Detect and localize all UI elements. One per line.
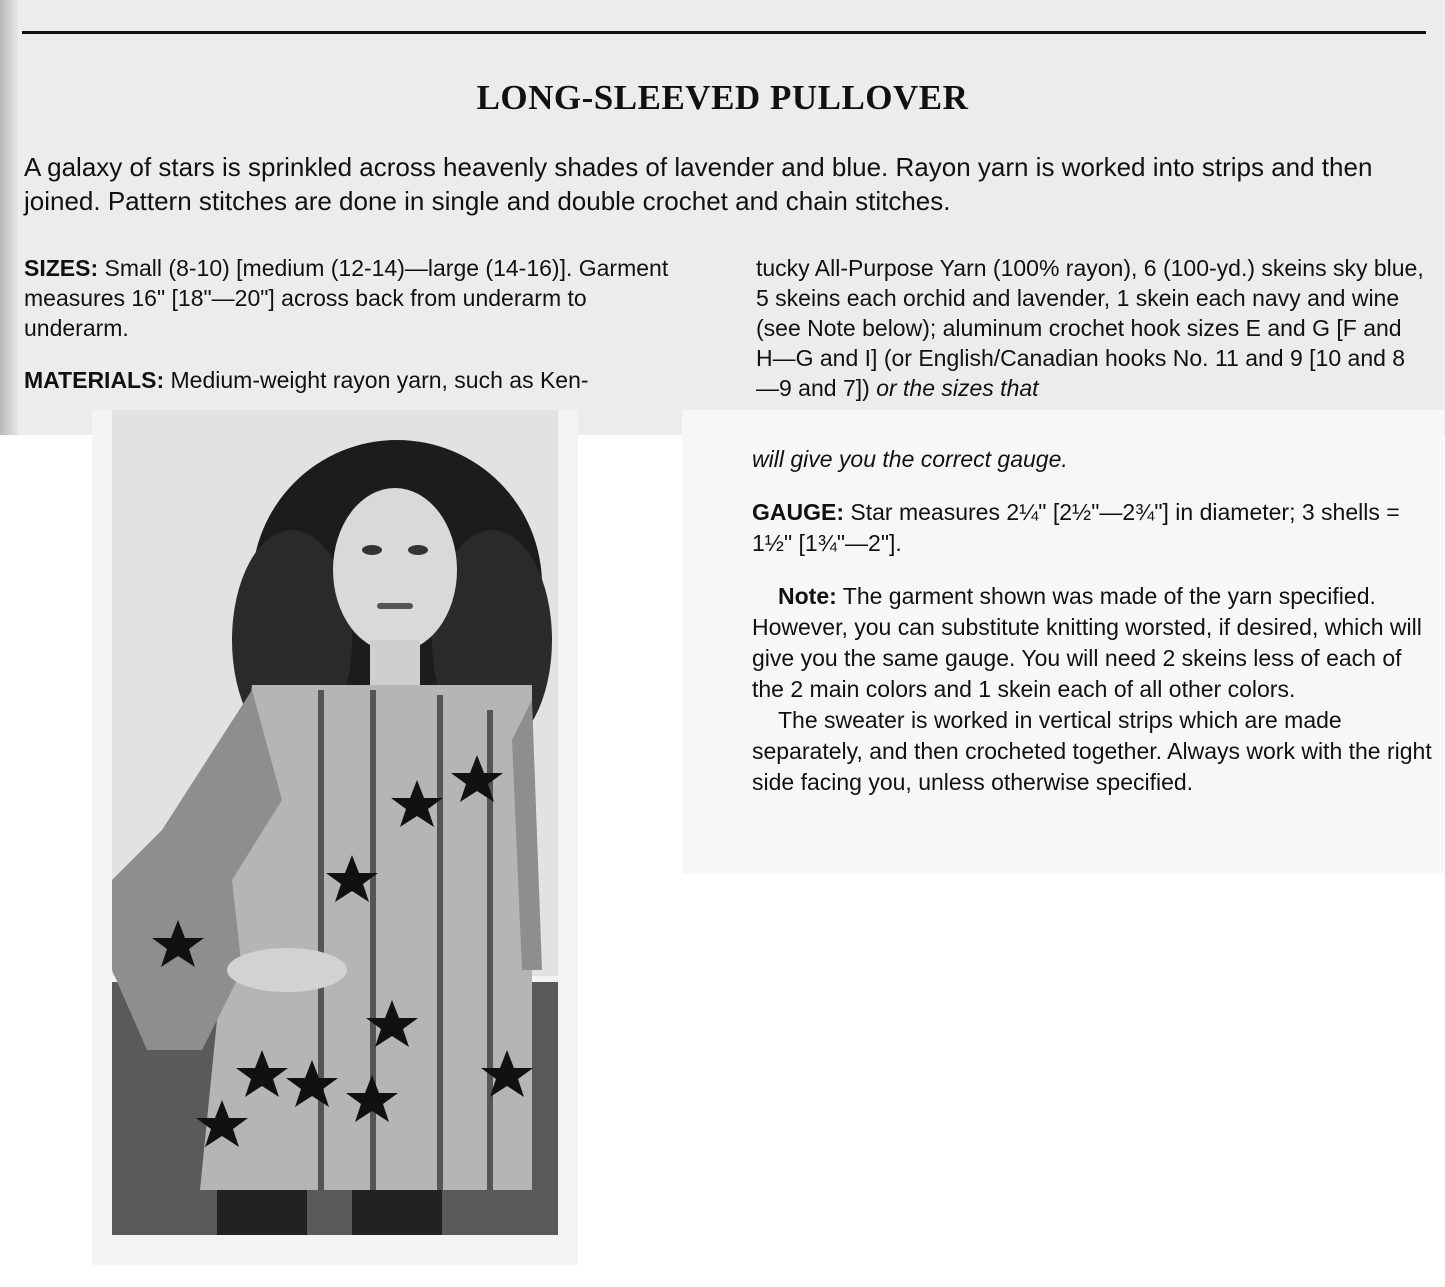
note-text: The garment shown was made of the yarn specified. However, you can substitute knitting worsted, if desired, which will give you the same gauge. You will need 2 skeins less of each of the 2 main colors and 1 skein each of all other colors. (752, 583, 1422, 702)
sizes-paragraph (24, 253, 696, 343)
gauge-paragraph (752, 497, 1432, 559)
materials-text-start: Medium-weight rayon yarn, such as Ken- (170, 367, 589, 393)
note-paragraph-2: The sweater is worked in vertical strips which are made separately, and then crocheted together. Always work with the right side facing you, unless otherwise specified. (752, 707, 1432, 795)
materials-label: MATERIALS: (24, 367, 165, 393)
top-rule (22, 31, 1426, 34)
garment-photo (92, 410, 578, 1265)
right-column (756, 253, 1424, 403)
materials-paragraph (24, 365, 696, 395)
intro-paragraph: A galaxy of stars is sprinkled across heavenly shades of lavender and blue. Rayon yarn is worked into strips and then joined. Pattern stitches are done in single and double crochet and chain stitches. (24, 152, 1373, 216)
sizes-label: SIZES: (24, 255, 99, 281)
materials-continued (756, 253, 1424, 403)
right-column-continued (682, 410, 1444, 874)
page-edge-shadow (0, 0, 18, 435)
gauge-label: GAUGE: (752, 499, 844, 525)
note-label: Note: (778, 583, 837, 609)
materials-italic-cont: will give you the correct gauge. (752, 446, 1068, 472)
gauge-text: Star measures 2¼" [2½"—2¾"] in diameter; 3 shells = 1½" [1¾"—2"]. (752, 499, 1400, 556)
left-column (24, 253, 696, 395)
materials-text-cont: tucky All-Purpose Yarn (100% rayon), 6 (100-yd.) skeins sky blue, 5 skeins each orchid and lavender, 1 skein each navy and wine (see Note below); aluminum crochet hook sizes E and G [F and H—G and I] (or English/Canadian hooks No. 11 and 9 [10 and 8—9 and 7]) (756, 255, 1424, 401)
page-title: LONG-SLEEVED PULLOVER (476, 78, 969, 117)
note-paragraph (752, 581, 1432, 705)
sizes-text: Small (8-10) [medium (12-14)—large (14-16)]. Garment measures 16" [18"—20"] across back from underarm to underarm. (24, 255, 669, 341)
materials-italic: or the sizes that (876, 375, 1039, 401)
